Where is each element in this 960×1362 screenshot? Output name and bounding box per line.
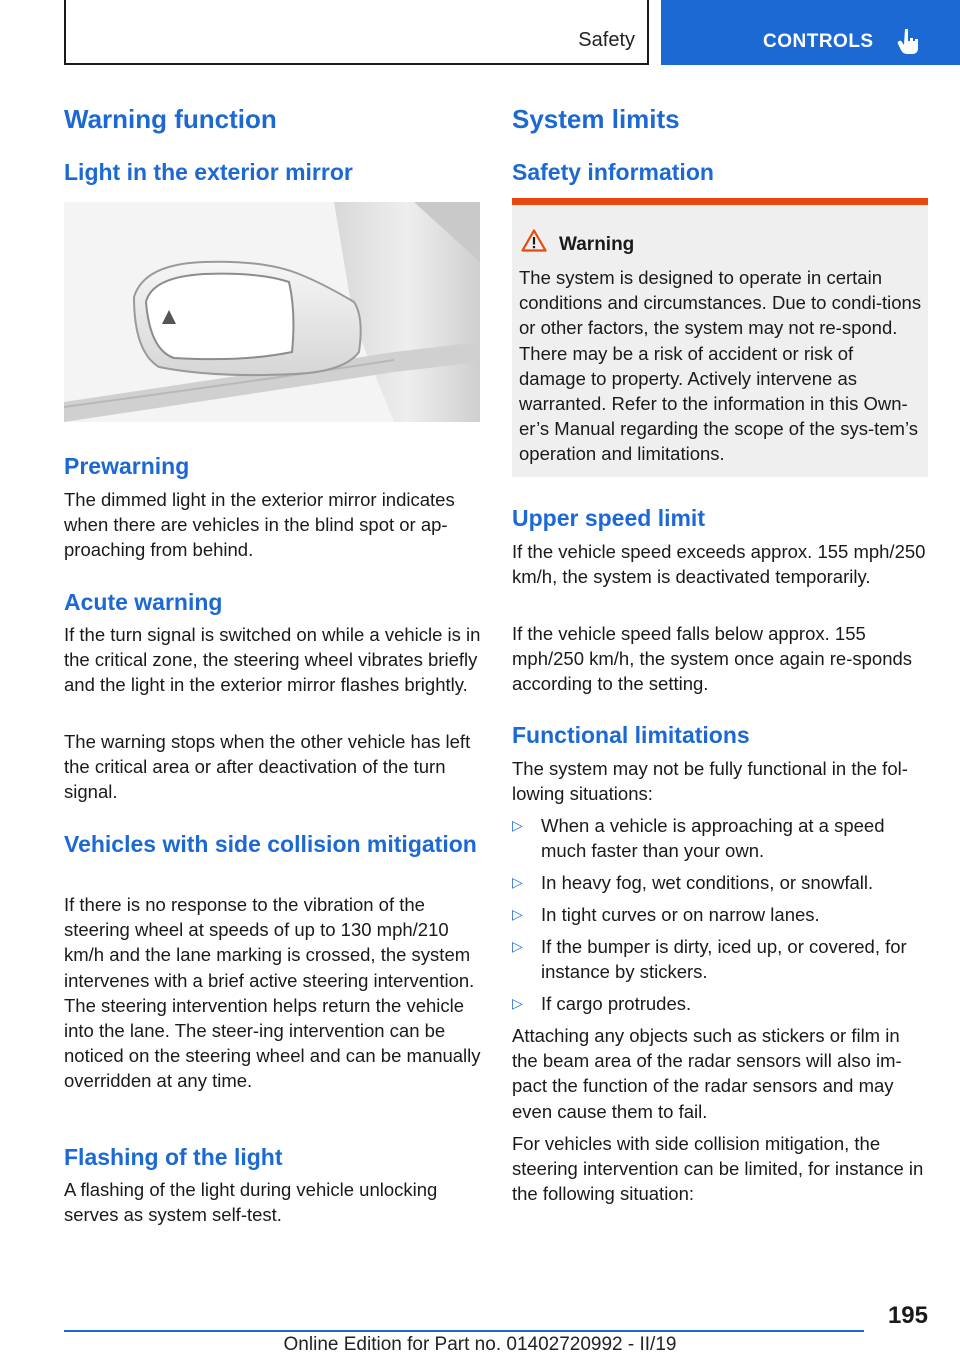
footer-edition: Online Edition for Part no. 01402720992 - II/19	[283, 1334, 677, 1355]
header-chapter-label: CONTROLS	[763, 31, 874, 52]
acute-warning-text: If the turn signal is switched on while a vehicle is in the critical zone, the steering wheel vibrates briefly and the light in the exterior mirror flashes brightly.	[64, 624, 481, 696]
exterior-mirror-illustration	[64, 202, 480, 422]
list-item-text: In tight curves or on narrow lanes.	[541, 904, 820, 925]
side-collision-limit-text: For vehicles with side collision mitigation, the steering intervention can be limited, for instance in the following situation:	[512, 1133, 924, 1205]
exterior-mirror-subtitle: Light in the exterior mirror	[64, 159, 353, 185]
prewarning-heading: Prewarning	[64, 453, 190, 479]
bullet-triangle-icon: ▷	[512, 906, 523, 922]
system-limits-title: System limits	[512, 104, 680, 134]
footer-divider	[64, 1330, 864, 1332]
bullet-triangle-icon: ▷	[512, 817, 523, 833]
warning-title: Warning	[559, 234, 635, 255]
warning-box	[512, 198, 928, 477]
safety-information-subtitle: Safety information	[512, 159, 714, 185]
warning-text: The system is designed to operate in certain conditions and circumstances. Due to condi‐tions or other factors, the system may not re‐spond. There may be a risk of accident or risk of damage to property. Actively intervene as warranted. Refer to the information in this Own‐er’s Manual regarding the scope of the sys‐tem’s operation and limitations.	[519, 267, 922, 465]
warning-function-title: Warning function	[64, 104, 277, 134]
bullet-triangle-icon: ▷	[512, 874, 523, 890]
upper-speed-limit-text: If the vehicle speed exceeds approx. 155 mph/250 km/h, the system is deactivated temporarily.	[512, 541, 926, 588]
mirror-drawing	[64, 202, 480, 422]
header-section-box	[64, 0, 649, 65]
warning-triangle-icon	[521, 229, 547, 252]
pointing-hand-icon	[897, 27, 921, 55]
flashing-text: A flashing of the light during vehicle unlocking serves as system self-test.	[64, 1179, 438, 1226]
prewarning-text: The dimmed light in the exterior mirror indicates when there are vehicles in the blind spot or ap‐proaching from behind.	[64, 489, 455, 561]
functional-limitations-intro: The system may not be fully functional in the fol‐lowing situations:	[512, 758, 908, 805]
bullet-triangle-icon: ▷	[512, 938, 523, 954]
functional-limitations-heading: Functional limitations	[512, 722, 750, 748]
list-item-text: If cargo protrudes.	[541, 993, 692, 1014]
list-item-text: In heavy fog, wet conditions, or snowfall.	[541, 872, 874, 893]
list-item-text: When a vehicle is approaching at a speed much faster than your own.	[541, 815, 885, 862]
flashing-heading: Flashing of the light	[64, 1144, 283, 1170]
list-item-text: If the bumper is dirty, iced up, or covered, for instance by stickers.	[541, 936, 907, 983]
acute-warning-heading: Acute warning	[64, 589, 223, 615]
page-number: 195	[887, 1302, 928, 1329]
header-chapter-tab	[661, 0, 960, 65]
side-collision-text: If there is no response to the vibration of the steering wheel at speeds of up to 130 mph/210 km/h and the lane marking is crossed, the system intervenes with a brief active steering intervention. The steering intervention helps return the vehicle into the lane. The steer‐ing intervention can be noticed on the steering wheel and can be manually overridden at any time.	[64, 894, 481, 1092]
acute-warning-text-2: The warning stops when the other vehicle has left the critical area or after deactivation of the turn signal.	[64, 731, 471, 803]
header-section-label: Safety	[578, 29, 635, 51]
bullet-triangle-icon: ▷	[512, 995, 523, 1011]
attach-objects-text: Attaching any objects such as stickers or film in the beam area of the radar sensors will also im‐pact the function of the radar sensors and may even cause them to fail.	[512, 1025, 902, 1122]
side-collision-heading: Vehicles with side collision mitigation	[64, 831, 477, 857]
upper-speed-limit-text-2: If the vehicle speed falls below approx. 155 mph/250 km/h, the system once again re‐sponds according to the setting.	[512, 623, 913, 695]
upper-speed-limit-heading: Upper speed limit	[512, 505, 705, 531]
